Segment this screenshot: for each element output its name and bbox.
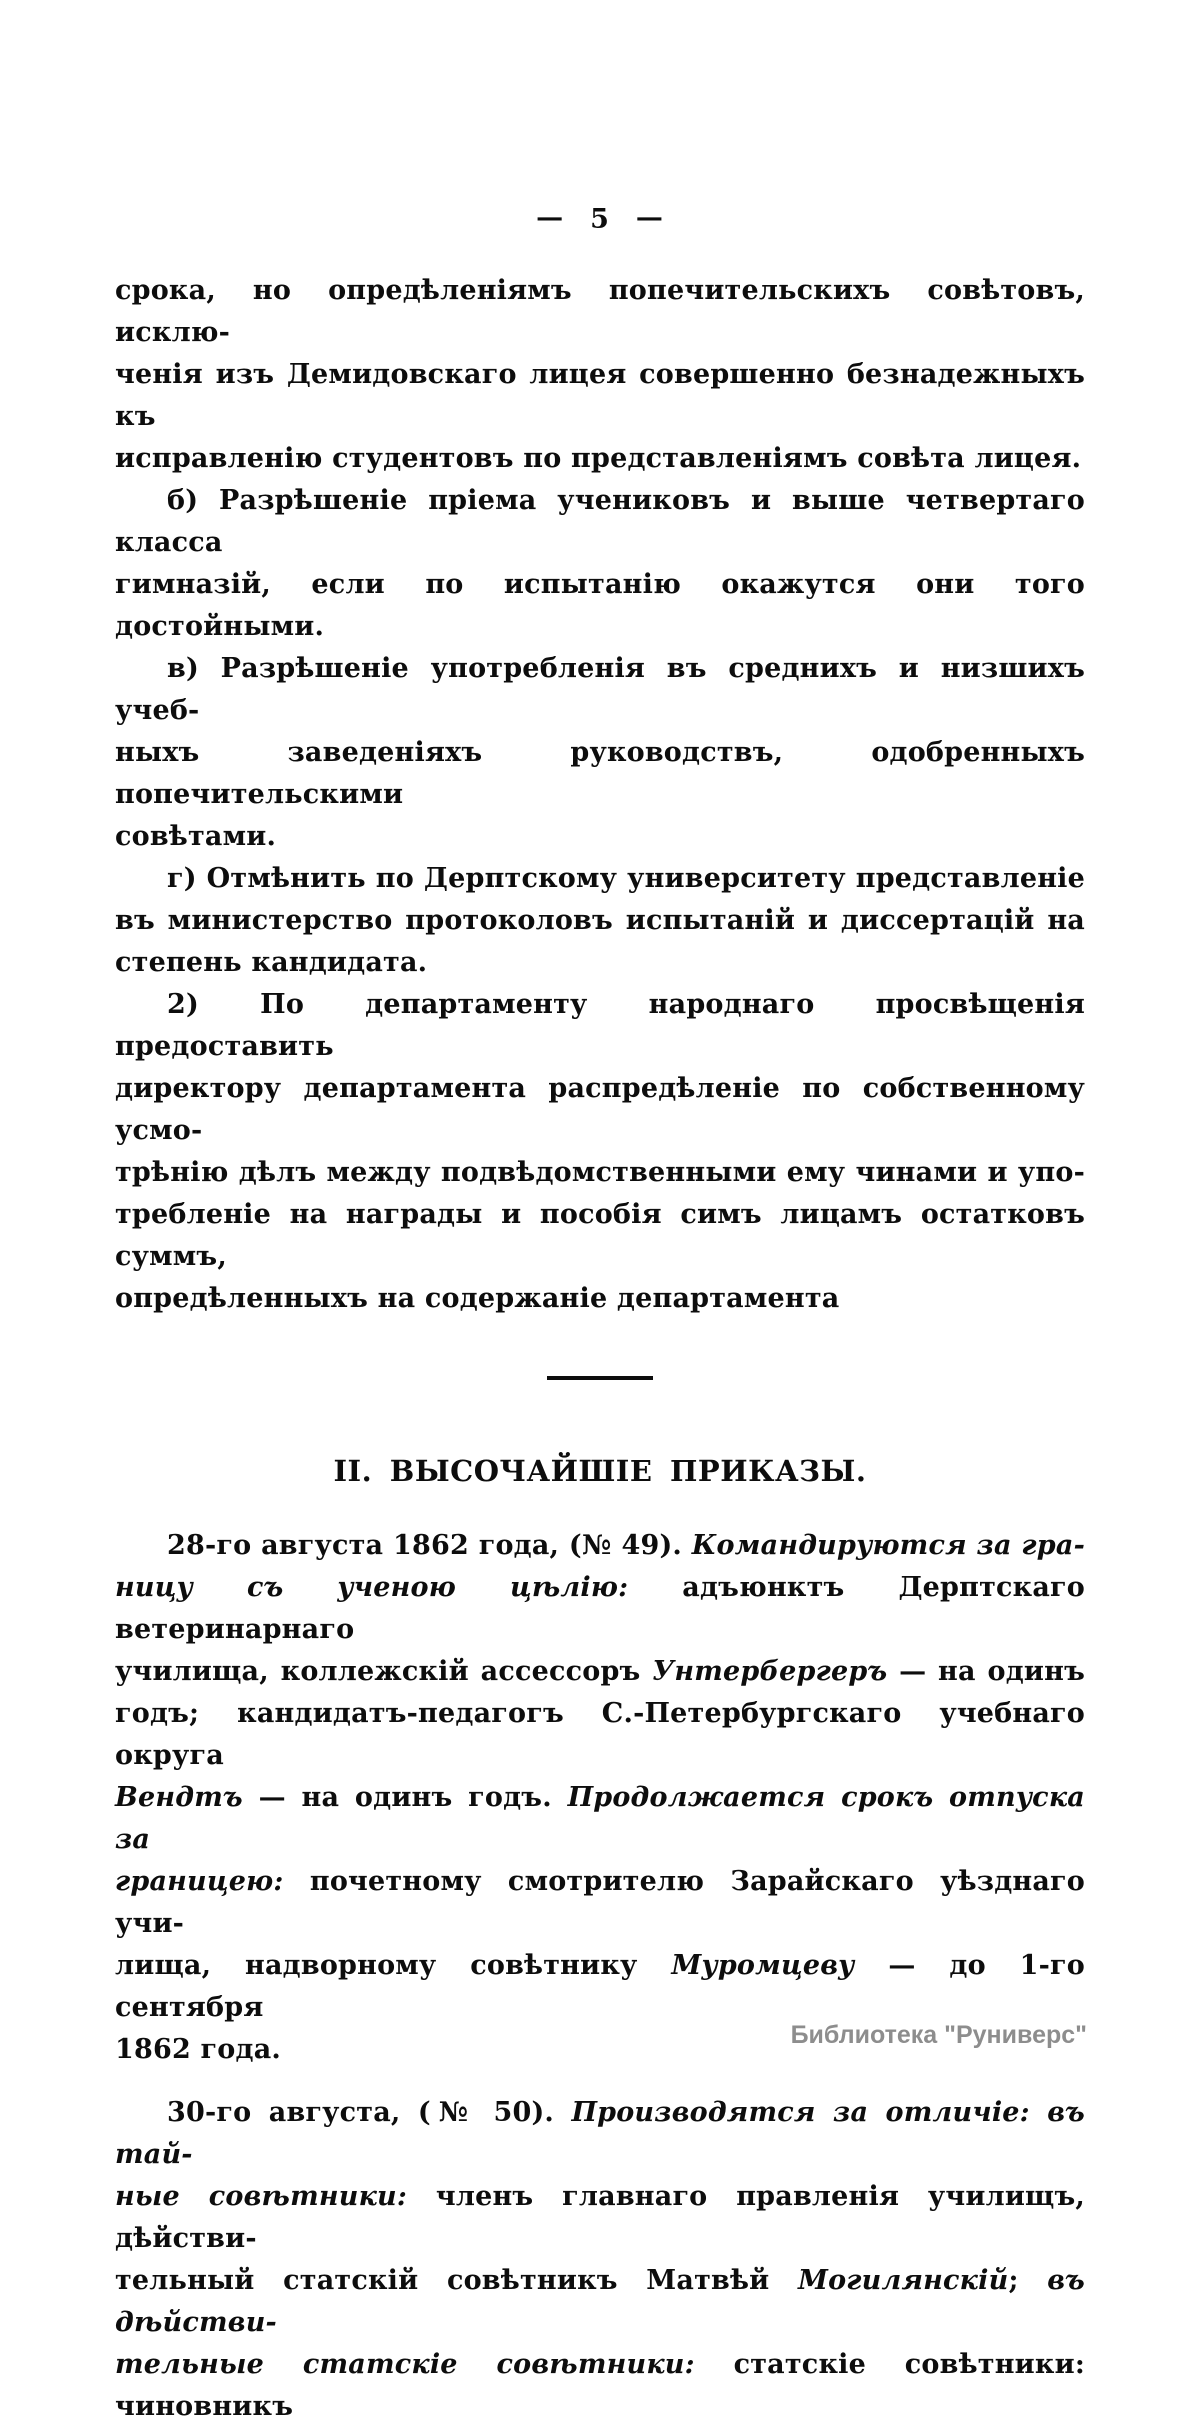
italic-text: ницу съ ученою цѣлію:	[115, 1572, 629, 1603]
italic-text: ные совѣтники:	[115, 2181, 408, 2212]
text-line: степень кандидата.	[115, 947, 428, 978]
text-line: срока, но опредѣленіямъ попечительскихъ совѣтовъ, исклю-	[115, 275, 1085, 348]
paragraph	[115, 2092, 1085, 2428]
text-line: в) Разрѣшеніе употребленія въ среднихъ и низшихъ учеб-	[115, 653, 1085, 726]
page-number-right-dash: —	[635, 202, 664, 233]
text-line: исправленію студентовъ по представленіямъ совѣта лицея.	[115, 443, 1082, 474]
text-line: училища, коллежскій ассессоръ Унтербергеръ — на одинъ	[115, 1656, 1085, 1687]
section-heading: II. ВЫСОЧАЙШІЕ ПРИКАЗЫ.	[333, 1454, 867, 1488]
text-line: б) Разрѣшеніе пріема учениковъ и выше четвертаго класса	[115, 485, 1085, 558]
paragraph	[115, 1525, 1085, 2071]
italic-text: Могилянскій	[797, 2265, 1009, 2296]
imperial-orders-section	[115, 1525, 1085, 2428]
page-number	[115, 202, 1085, 235]
text-line: ченія изъ Демидовскаго лицея совершенно безнадежныхъ къ	[115, 359, 1085, 432]
page-number-left-dash: —	[536, 202, 565, 233]
text-line: ницу съ ученою цѣлію: адъюнктъ Дерптскаго ветеринарнаго	[115, 1572, 1085, 1645]
page-number-value: 5	[590, 204, 610, 235]
italic-text: въ дѣйстви-	[115, 2265, 1085, 2338]
text-line: 28-го августа 1862 года, (№ 49). Командируются за гра-	[167, 1530, 1085, 1561]
text-line: гимназій, если по испытанію окажутся они того достойными.	[115, 569, 1085, 642]
italic-text: Командируются за гра-	[691, 1530, 1085, 1561]
library-watermark: Библиотека "Руниверс"	[790, 2021, 1087, 2049]
text-line: трѣнію дѣлъ между подвѣдомственными ему чинами и упо-	[115, 1157, 1085, 1188]
text-line: тельные статскіе совѣтники: статскіе совѣтники: чиновникъ	[115, 2349, 1085, 2422]
italic-text: границею:	[115, 1866, 284, 1897]
scanned-document-page	[0, 202, 1200, 2422]
italic-text: Производятся за отличіе: въ тай-	[115, 2097, 1085, 2170]
text-line: годъ; кандидатъ-педагогъ С.-Петербургскаго учебнаго округа	[115, 1698, 1085, 1771]
text-line: лища, надворному совѣтнику Муромцеву — до 1-го сентября	[115, 1950, 1085, 2023]
italic-text: Унтербергеръ	[652, 1656, 888, 1687]
italic-text: Вендтъ	[115, 1782, 243, 1813]
text-line: тельный статскій совѣтникъ Матвѣй Могилянскій; въ дѣйстви-	[115, 2265, 1085, 2338]
text-line: ные совѣтники: членъ главнаго правленія училищъ, дѣйстви-	[115, 2181, 1085, 2254]
resolutions-section	[115, 270, 1085, 1320]
text-line: директору департамента распредѣленіе по собственному усмо-	[115, 1073, 1085, 1146]
text-line: 1862 года.	[115, 2034, 281, 2065]
text-line: Вендтъ — на одинъ годъ. Продолжается срокъ отпуска за	[115, 1782, 1085, 1855]
paragraph	[115, 984, 1085, 1320]
text-line: требленіе на награды и пособія симъ лицамъ остатковъ суммъ,	[115, 1199, 1085, 1272]
text-line: 2) По департаменту народнаго просвѣщенія предоставить	[115, 989, 1085, 1062]
text-line: ныхъ заведеніяхъ руководствъ, одобренныхъ попечительскими	[115, 737, 1085, 810]
italic-text: тельные статскіе совѣтники:	[115, 2349, 695, 2380]
paragraph	[115, 480, 1085, 648]
italic-text: Продолжается срокъ отпуска за	[115, 1782, 1085, 1855]
text-line: г) Отмѣнить по Дерптскому университету представленіе	[167, 863, 1085, 894]
section-separator-rule	[547, 1376, 653, 1380]
text-line: совѣтами.	[115, 821, 277, 852]
text-line: въ министерство протоколовъ испытаній и диссертацій на	[115, 905, 1085, 936]
paragraph	[115, 858, 1085, 984]
italic-text: Муромцеву	[671, 1950, 855, 1981]
paragraph	[115, 270, 1085, 480]
text-line: границею: почетному смотрителю Зарайскаго уѣзднаго учи-	[115, 1866, 1085, 1939]
text-column	[115, 202, 1085, 2428]
paragraph	[115, 648, 1085, 858]
text-line: 30-го августа, (№ 50). Производятся за отличіе: въ тай-	[115, 2097, 1085, 2170]
text-line: опредѣленныхъ на содержаніе департамента	[115, 1283, 840, 1314]
